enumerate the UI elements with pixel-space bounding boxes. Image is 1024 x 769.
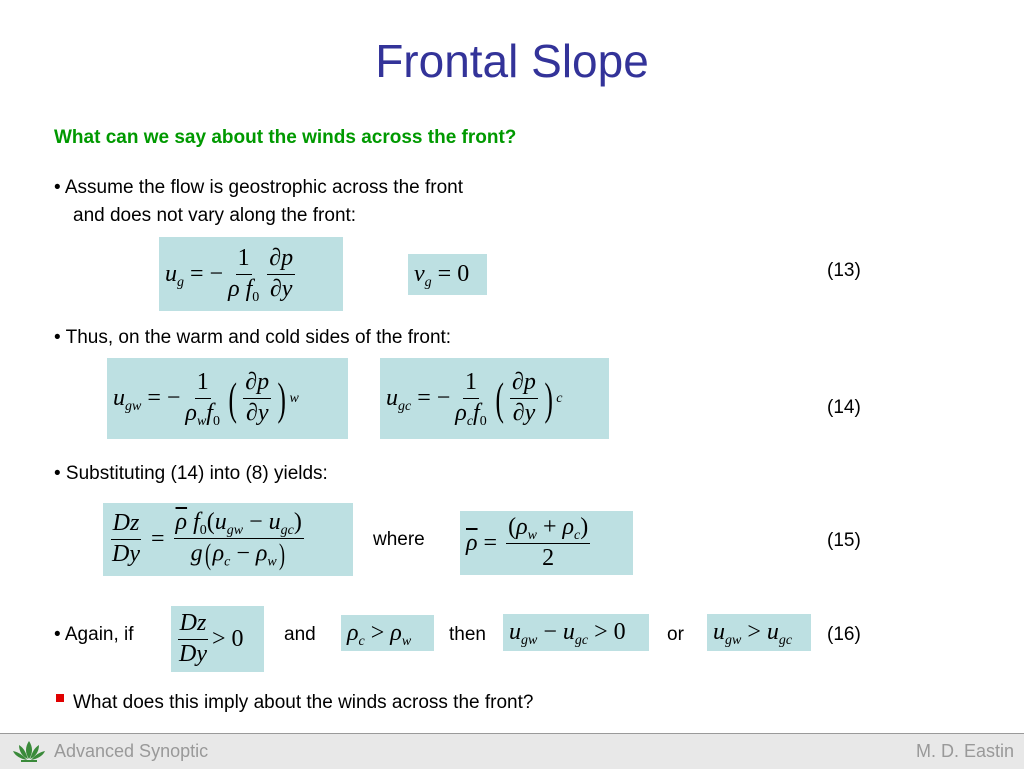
bullet-1-line-1: • Assume the flow is geostrophic across the front	[54, 177, 464, 198]
lotus-logo-icon	[12, 739, 46, 763]
question-text: What does this imply about the winds across the front?	[73, 692, 534, 713]
slide-title: Frontal Slope	[375, 35, 649, 87]
label-where: where	[373, 529, 425, 550]
footer-author: M. D. Eastin	[915, 741, 1014, 761]
square-bullet-icon	[56, 694, 64, 702]
equation-16-wind-compare: $u_{gw}$ > $u_{gc}$	[707, 614, 811, 651]
equation-13-vg: $v_g$ = 0	[408, 254, 487, 295]
equation-number-13: (13)	[827, 260, 861, 281]
equation-16-slope-positive: $\frac{Dz}{Dy}$ > 0	[171, 606, 264, 672]
slide-subtitle: What can we say about the winds across the front?	[54, 127, 517, 148]
bullet-3: • Substituting (14) into (8) yields:	[54, 463, 328, 484]
label-then: then	[449, 624, 486, 645]
equation-13-ug: $u_g$ = − $\frac{1}{\rho f_0}$ $\frac{\partial p}{\partial y}$	[159, 237, 343, 311]
bullet-4-prefix: • Again, if	[54, 624, 134, 645]
equation-15-rho-bar: $\overline{\rho}$ = $\frac{(\rho_w + \rho_c)}{2}$	[460, 511, 633, 575]
label-or: or	[667, 624, 684, 645]
equation-number-16: (16)	[827, 624, 861, 645]
equation-15-slope: $\frac{Dz}{Dy}$ = $\frac{\overline{\rho} f_0(u_{gw} - u_{gc})}{g(\rho_c - \rho_w)}$	[103, 503, 353, 576]
equation-14-ugc: $u_{gc}$ = − $\frac{1}{\rho_cf_0}$ ( $\frac{\partial p}{\partial y}$ ) c	[380, 358, 609, 439]
footer-course-name: Advanced Synoptic	[54, 741, 209, 761]
equation-16-density: $\rho_c$ > $\rho_w$	[341, 615, 434, 651]
equation-number-14: (14)	[827, 397, 861, 418]
equation-number-15: (15)	[827, 530, 861, 551]
equation-16-wind-difference: $u_{gw}$ − $u_{gc}$ > 0	[503, 614, 649, 651]
bullet-1-line-2: and does not vary along the front:	[73, 205, 357, 226]
bullet-2: • Thus, on the warm and cold sides of the front:	[54, 327, 452, 348]
equation-14-ugw: $u_{gw}$ = − $\frac{1}{\rho_wf_0}$ ( $\frac{\partial p}{\partial y}$ ) w	[107, 358, 348, 439]
label-and: and	[284, 624, 316, 645]
